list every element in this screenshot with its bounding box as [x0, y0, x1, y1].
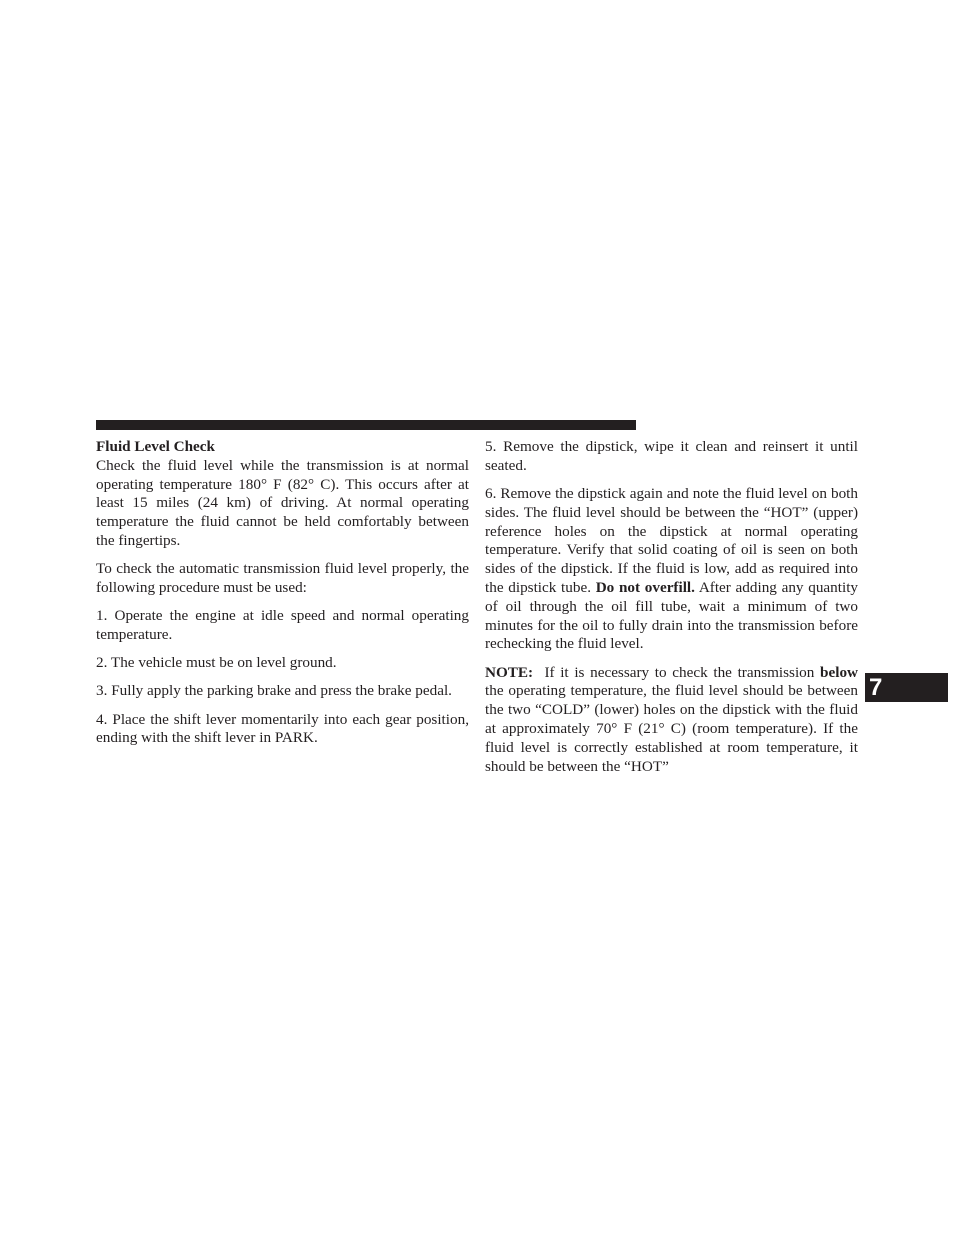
step-1: 1. Operate the engine at idle speed and normal operating temperature.: [96, 607, 469, 643]
intro-text: Check the fluid level while the transmission is at normal operating temperature 180° F (82° C). This occurs after at least 15 miles (24 km) of driving. At normal operating temperature the fluid cannot be held comfortably between the fingertips.: [96, 456, 469, 549]
step-6-text-before: 6. Remove the dipstick again and note the fluid level on both sides. The fluid level should be between the “HOT” (upper) reference holes on the dipstick at normal operating temperature. Verify that solid coating of oil is seen on both sides of the dipstick. If the fluid is low, add as required into the dipstick tube.: [485, 484, 858, 596]
note-paragraph: [485, 664, 858, 777]
step-6-warning: Do not overfill.: [595, 578, 695, 596]
section-rule: [96, 420, 636, 430]
intro-paragraph: [96, 438, 469, 551]
right-column: [485, 438, 858, 786]
step-3: 3. Fully apply the parking brake and press the brake pedal.: [96, 682, 452, 700]
step-4: 4. Place the shift lever momentarily into each gear position, ending with the shift lever in PARK.: [96, 710, 469, 747]
section-heading: Fluid Level Check: [96, 438, 215, 455]
chapter-tab: 7: [865, 673, 948, 702]
note-text-after: the operating temperature, the fluid level should be between the two “COLD” (lower) holes on the dipstick with the fluid at approximately 70° F (21° C) (room temperature). If the fluid level is correctly established at room temperature, it should be between the “HOT”: [485, 682, 858, 775]
step-6-text-after: After adding any quantity of oil through the oil fill tube, wait a minimum of two minutes for the oil to fully drain into the transmission before rechecking the fluid level.: [485, 578, 859, 653]
note-label: NOTE:: [485, 663, 534, 681]
step-2: 2. The vehicle must be on level ground.: [96, 654, 337, 672]
step-6: [485, 485, 858, 654]
note-emphasis: below: [820, 663, 858, 681]
left-column: [96, 438, 469, 758]
note-text-before: If it is necessary to check the transmission: [533, 663, 821, 681]
step-5: 5. Remove the dipstick, wipe it clean and reinsert it until seated.: [485, 438, 858, 474]
procedure-intro: To check the automatic transmission fluid level properly, the following procedure must be used:: [96, 560, 469, 596]
